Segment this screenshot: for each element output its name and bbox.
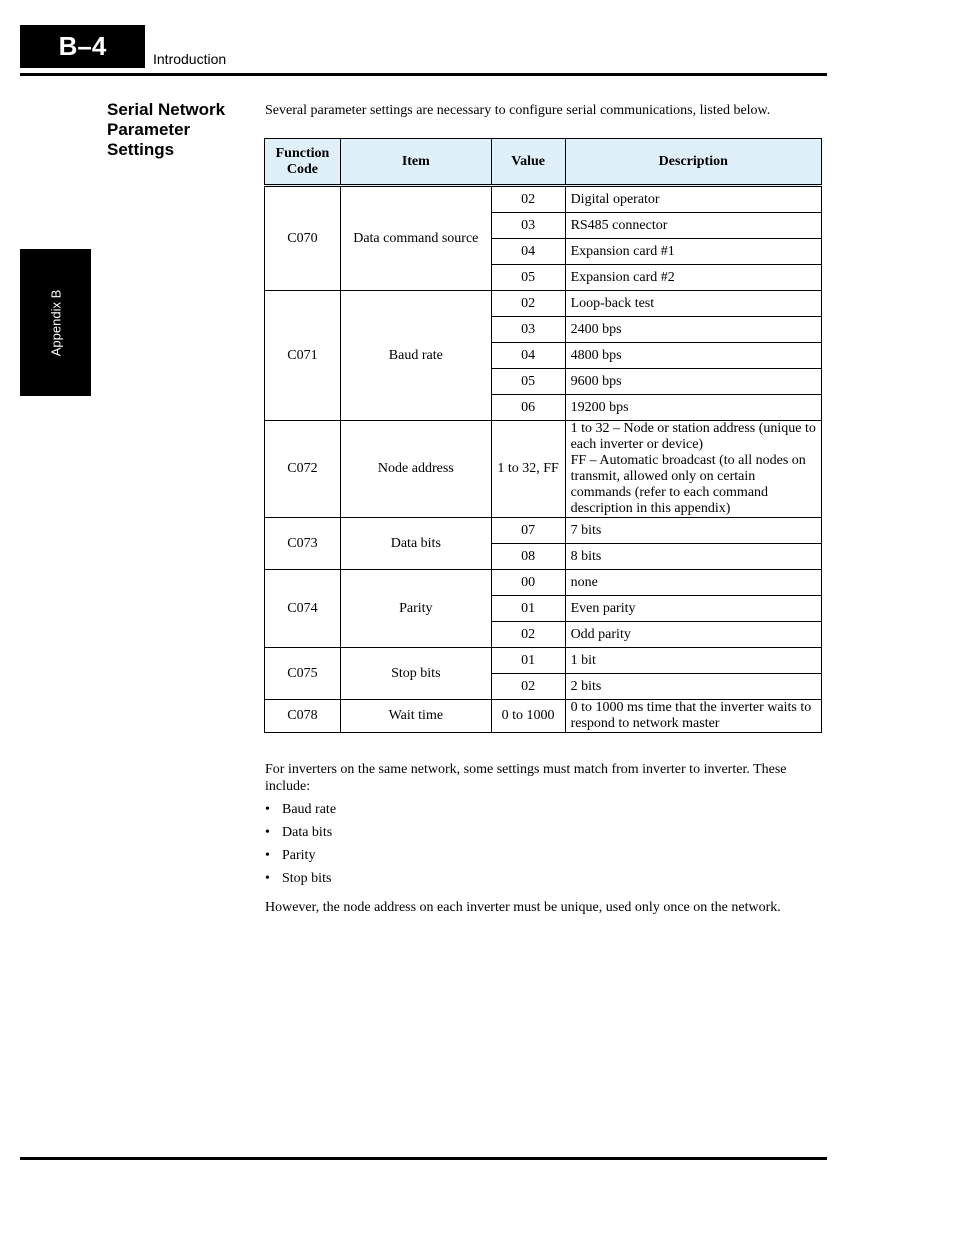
table-row bbox=[265, 186, 822, 213]
function-code-cell: C074 bbox=[265, 570, 341, 648]
function-code-cell: C075 bbox=[265, 648, 341, 700]
appendix-side-tab bbox=[20, 249, 91, 396]
item-cell: Data bits bbox=[340, 518, 491, 570]
list-item-text: Parity bbox=[282, 848, 316, 863]
value-cell: 01 bbox=[491, 648, 565, 674]
match-paragraph: For inverters on the same network, some settings must match from inverter to inverter. These include: bbox=[265, 762, 787, 794]
description-cell: 2400 bps bbox=[565, 317, 821, 343]
table-row bbox=[265, 518, 822, 544]
item-cell: Data command source bbox=[340, 186, 491, 291]
description-cell: Odd parity bbox=[565, 622, 821, 648]
description-cell: 8 bits bbox=[565, 544, 821, 570]
list-item-text: Baud rate bbox=[282, 802, 337, 817]
item-cell: Node address bbox=[340, 421, 491, 518]
value-cell: 06 bbox=[491, 395, 565, 421]
section-heading: Serial Network Parameter Settings bbox=[107, 100, 226, 159]
item-cell: Stop bits bbox=[340, 648, 491, 700]
item-cell: Wait time bbox=[340, 700, 491, 733]
item-cell: Baud rate bbox=[340, 291, 491, 421]
table-body bbox=[265, 186, 822, 733]
footer-rule bbox=[20, 1157, 827, 1160]
value-cell: 01 bbox=[491, 596, 565, 622]
list-item bbox=[265, 824, 825, 847]
bullet-icon: • bbox=[265, 848, 270, 863]
after-table-text bbox=[265, 761, 825, 916]
table-row bbox=[265, 700, 822, 733]
value-cell: 07 bbox=[491, 518, 565, 544]
bullet-icon: • bbox=[265, 825, 270, 840]
value-cell: 08 bbox=[491, 544, 565, 570]
header-description: Description bbox=[565, 139, 821, 186]
parameter-table bbox=[264, 138, 822, 733]
description-cell: 1 bit bbox=[565, 648, 821, 674]
list-item bbox=[265, 847, 825, 870]
description-cell: 19200 bps bbox=[565, 395, 821, 421]
table-row bbox=[265, 570, 822, 596]
description-cell: Digital operator bbox=[565, 186, 821, 213]
value-cell: 03 bbox=[491, 317, 565, 343]
list-item-text: Data bits bbox=[282, 825, 333, 840]
description-cell: 7 bits bbox=[565, 518, 821, 544]
function-code-cell: C072 bbox=[265, 421, 341, 518]
description-cell: 4800 bps bbox=[565, 343, 821, 369]
table-row bbox=[265, 648, 822, 674]
description-cell: 2 bits bbox=[565, 674, 821, 700]
header-rule bbox=[20, 73, 827, 76]
description-cell: 1 to 32 – Node or station address (unique to each inverter or device) FF – Automatic broadcast (to all nodes on transmit, allowed only on certain commands (refer to each command description in this appendix) bbox=[565, 421, 821, 518]
description-cell: Expansion card #1 bbox=[565, 239, 821, 265]
closing-paragraph: However, the node address on each inverter must be unique, used only once on the network. bbox=[265, 900, 781, 915]
table-header-row bbox=[265, 139, 822, 186]
value-cell: 05 bbox=[491, 265, 565, 291]
value-cell: 04 bbox=[491, 343, 565, 369]
function-code-cell: C078 bbox=[265, 700, 341, 733]
list-item bbox=[265, 801, 825, 824]
table-row bbox=[265, 421, 822, 518]
header-function-code: Function Code bbox=[265, 139, 341, 186]
value-cell: 02 bbox=[491, 291, 565, 317]
list-item-text: Stop bits bbox=[282, 871, 332, 886]
list-item bbox=[265, 870, 825, 893]
value-cell: 02 bbox=[491, 186, 565, 213]
appendix-label: Appendix B bbox=[48, 289, 63, 356]
bullet-icon: • bbox=[265, 802, 270, 817]
description-cell: Even parity bbox=[565, 596, 821, 622]
function-code-cell: C071 bbox=[265, 291, 341, 421]
page-number: B–4 bbox=[58, 31, 107, 61]
value-cell: 00 bbox=[491, 570, 565, 596]
value-cell: 03 bbox=[491, 213, 565, 239]
value-cell: 05 bbox=[491, 369, 565, 395]
header-value: Value bbox=[491, 139, 565, 186]
description-cell: 9600 bps bbox=[565, 369, 821, 395]
value-cell: 04 bbox=[491, 239, 565, 265]
value-cell: 02 bbox=[491, 674, 565, 700]
section-label: Introduction bbox=[153, 51, 227, 67]
table-row bbox=[265, 291, 822, 317]
function-code-cell: C073 bbox=[265, 518, 341, 570]
bullet-list bbox=[265, 801, 825, 893]
value-cell: 1 to 32, FF bbox=[491, 421, 565, 518]
description-cell: 0 to 1000 ms time that the inverter waits to respond to network master bbox=[565, 700, 821, 733]
description-cell: none bbox=[565, 570, 821, 596]
header-item: Item bbox=[340, 139, 491, 186]
description-cell: Expansion card #2 bbox=[565, 265, 821, 291]
function-code-cell: C070 bbox=[265, 186, 341, 291]
item-cell: Parity bbox=[340, 570, 491, 648]
value-cell: 0 to 1000 bbox=[491, 700, 565, 733]
intro-paragraph: Several parameter settings are necessary to configure serial communications, listed below. bbox=[265, 103, 771, 118]
description-cell: RS485 connector bbox=[565, 213, 821, 239]
value-cell: 02 bbox=[491, 622, 565, 648]
page-number-tab bbox=[20, 25, 145, 68]
description-cell: Loop-back test bbox=[565, 291, 821, 317]
bullet-icon: • bbox=[265, 871, 270, 886]
